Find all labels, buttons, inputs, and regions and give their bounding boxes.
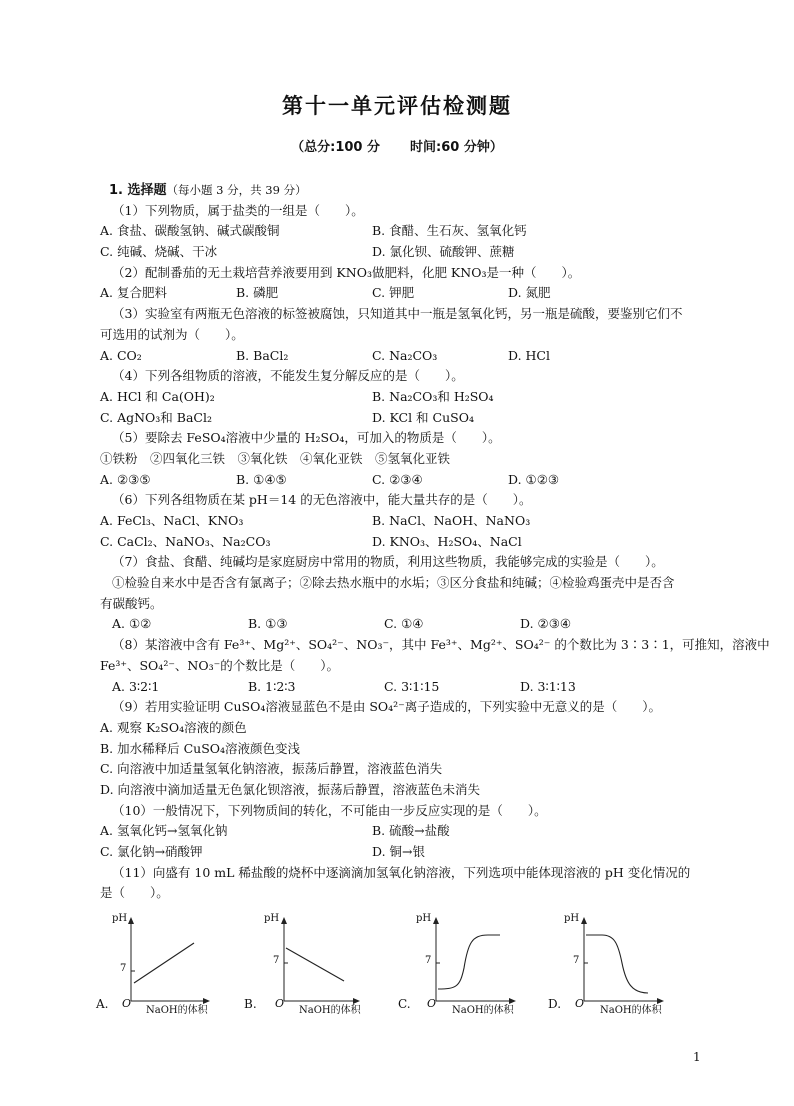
section-heading xyxy=(109,180,712,201)
option-row xyxy=(100,346,712,367)
x-axis-label: NaOH的体积 xyxy=(146,1005,208,1016)
option-a: A. 观察 K₂SO₄溶液的颜色 xyxy=(100,719,247,735)
option-row xyxy=(100,821,712,842)
section-title: 1. 选择题 xyxy=(109,183,167,198)
option-c: C. 向溶液中加适量氢氧化钠溶液，振荡后静置，溶液蓝色消失 xyxy=(100,761,443,777)
option-c: C. 钾肥 xyxy=(372,285,415,301)
option-row xyxy=(100,532,712,553)
option-row xyxy=(100,387,712,408)
graph-b-plot xyxy=(244,913,374,1013)
option-b: B. 磷肥 xyxy=(236,285,279,301)
option-c: C. Na₂CO₃ xyxy=(372,347,438,363)
option-b: B. 加水稀释后 CuSO₄溶液颜色变浅 xyxy=(100,740,301,756)
option-row xyxy=(100,511,712,532)
question-stem: （11）向盛有 10 mL 稀盐酸的烧杯中逐滴滴加氢氧化钠溶液，下列选项中能体现溶液的 pH 变化情况的 xyxy=(112,864,691,880)
option-c: C. 纯碱、烧碱、干冰 xyxy=(100,244,218,260)
option-b: B. Na₂CO₃和 H₂SO₄ xyxy=(372,388,494,404)
question-stem: （10）一般情况下，下列物质间的转化，不可能由一步反应实现的是（ ）。 xyxy=(112,802,547,818)
ph-graphs xyxy=(96,913,696,1016)
tick-label: 7 xyxy=(573,955,580,966)
option-row xyxy=(100,221,712,242)
option-d: D. ②③④ xyxy=(520,616,572,632)
graph-a xyxy=(96,913,226,1016)
option-row xyxy=(100,470,712,491)
x-axis-label: NaOH的体积 xyxy=(452,1005,514,1016)
tick-label: 7 xyxy=(425,955,432,966)
question-items-cont: 有碳酸钙。 xyxy=(100,595,163,611)
question-stem: （6）下列各组物质在某 pH＝14 的无色溶液中，能大量共存的是（ ）。 xyxy=(112,492,532,508)
section-note: （每小题 3 分，共 39 分） xyxy=(166,183,307,197)
option-row xyxy=(100,283,712,304)
option-c: C. CaCl₂、NaNO₃、Na₂CO₃ xyxy=(100,533,271,549)
origin-label: O xyxy=(275,997,285,1010)
option-a: A. 食盐、碳酸氢钠、碱式碳酸铜 xyxy=(100,223,280,239)
option-b: B. ①③ xyxy=(248,616,288,632)
option-b: B. 食醋、生石灰、氢氧化钙 xyxy=(372,223,527,239)
option-a: A. 3∶2∶1 xyxy=(112,678,160,694)
option-c: C. ②③④ xyxy=(372,471,423,487)
graph-option-label: A. xyxy=(96,997,109,1011)
option-d: D. 3∶1∶13 xyxy=(520,678,576,694)
question-list xyxy=(100,180,770,904)
time-limit: 时间:60 分钟） xyxy=(410,140,503,155)
option-d: D. 铜→银 xyxy=(372,844,425,859)
question-stem: （3）实验室有两瓶无色溶液的标签被腐蚀，只知道其中一瓶是氢氧化钙，另一瓶是硫酸，要鉴别它们不 xyxy=(112,306,683,322)
option-d: D. ①②③ xyxy=(508,471,560,487)
question-stem: （7）食盐、食醋、纯碱均是家庭厨房中常用的物质，利用这些物质，我能够完成的实验是（ ）。 xyxy=(112,554,664,570)
y-axis-label: pH xyxy=(564,913,580,924)
option-b: B. ①④⑤ xyxy=(236,471,287,487)
question-stem: （9）若用实验证明 CuSO₄溶液显蓝色不是由 SO₄²⁻离子造成的，下列实验中无意义的是（ ）。 xyxy=(112,699,662,715)
tick-label: 7 xyxy=(273,955,280,966)
question-stem: （2）配制番茄的无土栽培营养液要用到 KNO₃做肥料，化肥 KNO₃是一种（ ）。 xyxy=(112,264,581,280)
option-row xyxy=(100,842,712,863)
option-d: D. 氯化钡、硫酸钾、蔗糖 xyxy=(372,244,515,260)
y-axis-label: pH xyxy=(264,913,280,924)
option-d: D. HCl xyxy=(508,347,550,363)
option-b: B. BaCl₂ xyxy=(236,347,289,363)
option-row xyxy=(112,614,712,635)
option-c: C. 3∶1∶15 xyxy=(384,678,440,694)
option-c: C. AgNO₃和 BaCl₂ xyxy=(100,409,212,425)
graph-option-label: D. xyxy=(548,997,562,1011)
question-stem: （1）下列物质，属于盐类的一组是（ ）。 xyxy=(112,202,364,218)
option-a: A. ②③⑤ xyxy=(100,471,151,487)
option-a: A. ①② xyxy=(112,616,152,632)
question-stem-cont: 是（ ）。 xyxy=(100,885,169,901)
option-b: B. 1∶2∶3 xyxy=(248,678,296,694)
option-c: C. ①④ xyxy=(384,616,424,632)
origin-label: O xyxy=(427,997,437,1010)
graph-d xyxy=(548,913,678,1016)
question-stem-cont: Fe³⁺、SO₄²⁻、NO₃⁻的个数比是（ ）。 xyxy=(100,657,339,673)
graph-d-plot xyxy=(548,913,678,1013)
question-stem-cont: 可选用的试剂为（ ）。 xyxy=(100,326,244,342)
option-row xyxy=(112,677,712,698)
y-axis-label: pH xyxy=(112,913,128,924)
page-title: 第十一单元评估检测题 xyxy=(282,94,512,118)
question-stem: （5）要除去 FeSO₄溶液中少量的 H₂SO₄，可加入的物质是（ ）。 xyxy=(112,430,501,446)
tick-label: 7 xyxy=(120,963,127,974)
origin-label: O xyxy=(575,997,585,1010)
option-d: D. 氮肥 xyxy=(508,285,551,301)
graph-b xyxy=(244,913,374,1016)
page-number: 1 xyxy=(693,1050,701,1064)
question-items: ①检验自来水中是否含有氯离子；②除去热水瓶中的水垢；③区分食盐和纯碱；④检验鸡蛋壳中是否含 xyxy=(112,575,675,591)
x-axis-label: NaOH的体积 xyxy=(600,1005,662,1016)
graph-option-label: C. xyxy=(398,997,411,1011)
option-d: D. 向溶液中滴加适量无色氯化钡溶液，振荡后静置，溶液蓝色未消失 xyxy=(100,781,481,797)
question-stem: （4）下列各组物质的溶液，不能发生复分解反应的是（ ）。 xyxy=(112,368,464,384)
option-a: A. HCl 和 Ca(OH)₂ xyxy=(100,388,215,404)
option-d: D. KCl 和 CuSO₄ xyxy=(372,409,474,425)
option-row xyxy=(100,242,712,263)
option-a: A. 复合肥料 xyxy=(100,285,167,301)
option-a: A. FeCl₃、NaCl、KNO₃ xyxy=(100,513,244,528)
y-axis-label: pH xyxy=(416,913,432,924)
total-score: （总分:100 分 xyxy=(291,140,381,155)
option-row xyxy=(100,408,712,429)
graph-c-plot xyxy=(398,913,528,1013)
option-c: C. 氯化钠→硝酸钾 xyxy=(100,844,203,859)
option-a: A. 氢氧化钙→氢氧化钠 xyxy=(100,823,228,839)
graph-option-label: B. xyxy=(244,997,257,1011)
graph-c xyxy=(398,913,528,1016)
origin-label: O xyxy=(122,997,132,1010)
option-b: B. 硫酸→盐酸 xyxy=(372,823,450,839)
question-stem: （8）某溶液中含有 Fe³⁺、Mg²⁺、SO₄²⁻、NO₃⁻，其中 Fe³⁺、Mg²⁺、SO₄²⁻ 的个数比为 3∶3∶1，可推知，溶液中 xyxy=(112,637,770,653)
x-axis-label: NaOH的体积 xyxy=(299,1005,361,1016)
question-items: ①铁粉 ②四氧化三铁 ③氧化铁 ④氧化亚铁 ⑤氢氧化亚铁 xyxy=(100,450,451,466)
option-d: D. KNO₃、H₂SO₄、NaCl xyxy=(372,533,522,549)
page-subtitle xyxy=(0,136,794,155)
option-a: A. CO₂ xyxy=(100,347,142,363)
option-b: B. NaCl、NaOH、NaNO₃ xyxy=(372,513,531,528)
graph-a-plot xyxy=(96,913,226,1013)
